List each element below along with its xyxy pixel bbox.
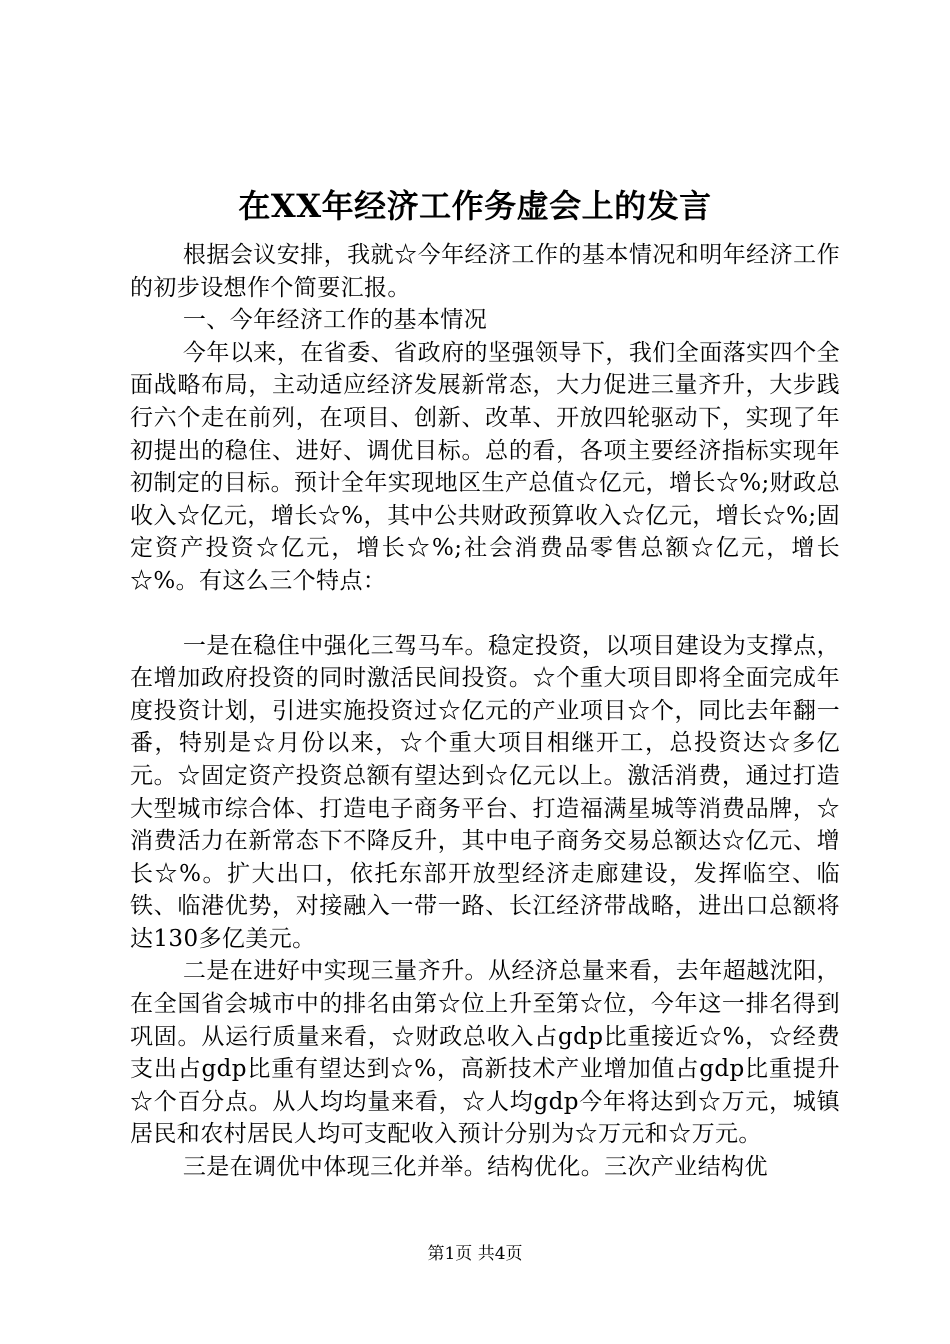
section-heading: 一、今年经济工作的基本情况 [182,307,488,334]
paragraph-point-one: 一是在稳住中强化三驾马车。稳定投资，以项目建设为支撑点，在增加政府投资的同时激活民间投资。☆个重大项目即将全面完成年度投资计划，引进实施投资过☆亿元的产业项目☆个，同比去年翻一番，特别是☆月份以来，☆个重大项目相继开工，总投资达☆多亿元。☆固定资产投资总额有望达到☆亿元以上。激活消费，通过打造大型城市综合体、打造电子商务平台、打造福满星城等消费品牌，☆消费活力在新常态下不降反升，其中电子商务交易总额达☆亿元、增长☆%。扩大出口，依托东部开放型经济走廊建设，发挥临空、临铁、临港优势，对接融入一带一路、长江经济带战略，进出口总额将达130多亿美元。 [130,632,840,952]
paragraph-point-two: 二是在进好中实现三量齐升。从经济总量来看，去年超越沈阳，在全国省会城市中的排名由第☆位上升至第☆位，今年这一排名得到巩固。从运行质量来看，☆财政总收入占gdp比重接近☆%，☆经费支出占gdp比重有望达到☆%，高新技术产业增加值占gdp比重提升☆个百分点。从人均均量来看，☆人均gdp今年将达到☆万元，城镇居民和农村居民人均可支配收入预计分别为☆万元和☆万元。 [130,958,840,1148]
document-title: 在XX年经济工作务虚会上的发言 [238,187,712,225]
page-footer: 第1页 共4页 [427,1244,523,1264]
paragraph-overview: 今年以来，在省委、省政府的坚强领导下，我们全面落实四个全面战略布局，主动适应经济发展新常态，大力促进三量齐升，大步践行六个走在前列，在项目、创新、改革、开放四轮驱动下，实现了年初提出的稳住、进好、调优目标。总的看，各项主要经济指标实现年初制定的目标。预计全年实现地区生产总值☆亿元，增长☆%;财政总收入☆亿元，增长☆%，其中公共财政预算收入☆亿元，增长☆%;固定资产投资☆亿元，增长☆%;社会消费品零售总额☆亿元，增长☆%。有这么三个特点： [130,339,840,594]
paragraph-intro: 根据会议安排，我就☆今年经济工作的基本情况和明年经济工作的初步设想作个简要汇报。 [130,242,840,301]
document-body [130,239,840,1184]
paragraph-point-three: 三是在调优中体现三化并举。结构优化。三次产业结构优 [182,1154,768,1181]
